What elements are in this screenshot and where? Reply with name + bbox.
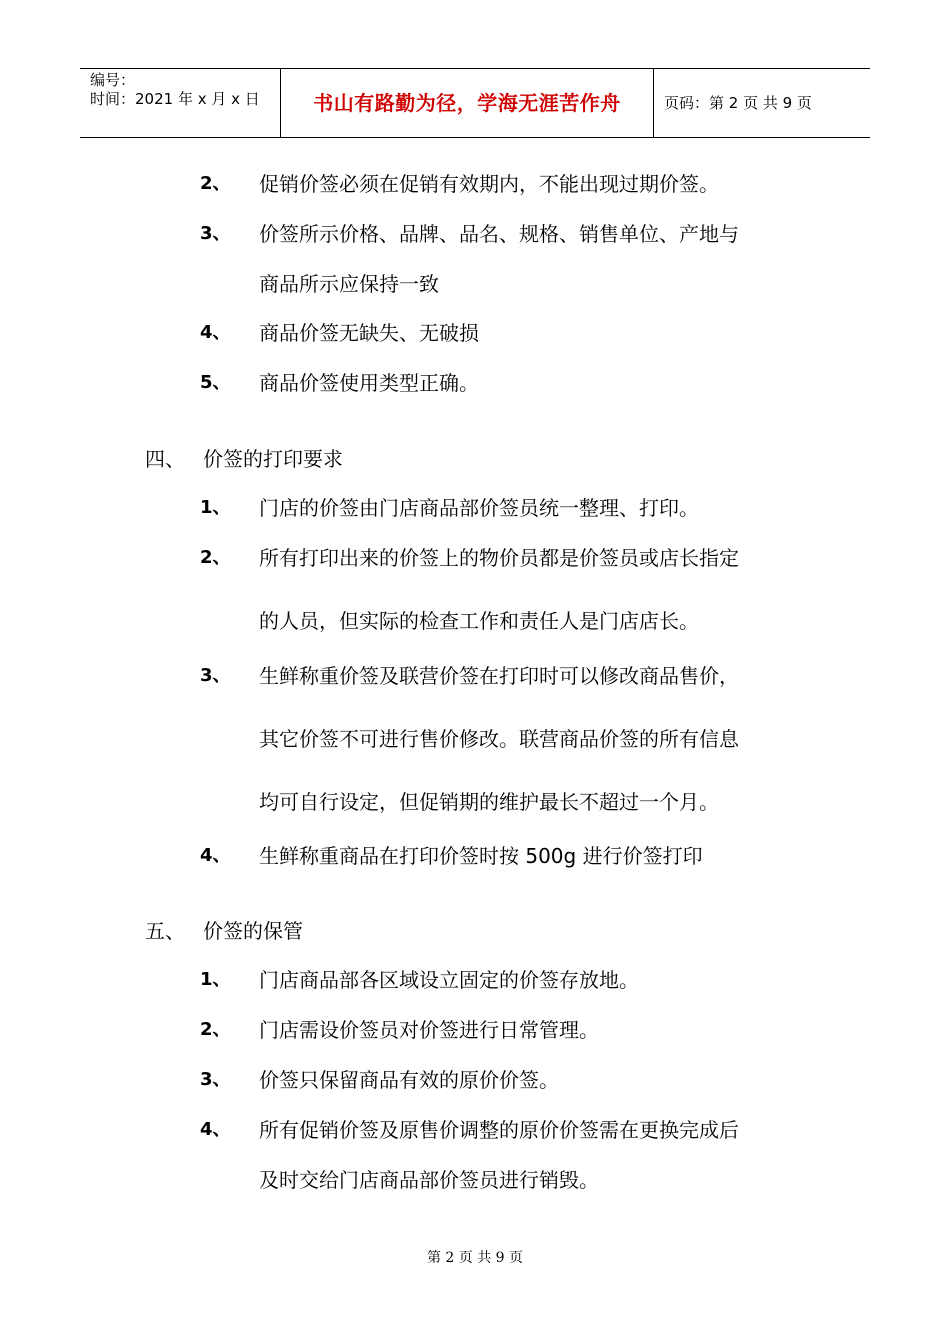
item-text: 所有促销价签及原售价调整的原价价签需在更换完成后 — [259, 1118, 739, 1142]
header-motto-cell — [281, 69, 654, 137]
item-text: 价签只保留商品有效的原价价签。 — [259, 1068, 559, 1092]
item-text: 门店需设价签员对价签进行日常管理。 — [259, 1018, 599, 1042]
date-label: 时间：2021 年 x 月 x 日 — [90, 90, 260, 108]
section-title: 价签的保管 — [203, 919, 303, 943]
item-number: 4、 — [200, 322, 231, 343]
document-header — [80, 68, 870, 138]
item-number: 4、 — [200, 845, 231, 866]
item-number: 2、 — [200, 1019, 231, 1040]
item-number: 1、 — [200, 497, 231, 518]
section-title: 价签的打印要求 — [203, 447, 343, 471]
item-text-continuation: 其它价签不可进行售价修改。联营商品价签的所有信息 — [259, 727, 739, 751]
item-text: 促销价签必须在促销有效期内，不能出现过期价签。 — [259, 172, 719, 196]
item-text-continuation: 及时交给门店商品部价签员进行销毁。 — [259, 1168, 599, 1192]
item-number: 2、 — [200, 547, 231, 568]
item-text: 所有打印出来的价签上的物价员都是价签员或店长指定 — [259, 546, 739, 570]
header-info-cell — [80, 69, 281, 137]
page-label: 页码：第 2 页 共 9 页 — [664, 94, 812, 112]
item-text: 生鲜称重价签及联营价签在打印时可以修改商品售价， — [259, 664, 739, 688]
number-label: 编号： — [90, 71, 136, 89]
section-number: 五、 — [145, 919, 185, 943]
section-number: 四、 — [145, 447, 185, 471]
item-text: 生鲜称重商品在打印价签时按 500g 进行价签打印 — [259, 844, 703, 868]
item-number: 3、 — [200, 665, 231, 686]
header-page-cell — [654, 69, 870, 137]
item-number: 5、 — [200, 372, 231, 393]
item-text-continuation: 商品所示应保持一致 — [259, 272, 439, 296]
item-text: 门店商品部各区域设立固定的价签存放地。 — [259, 968, 639, 992]
section-heading — [145, 446, 343, 472]
item-number: 1、 — [200, 969, 231, 990]
item-text: 价签所示价格、品牌、品名、规格、销售单位、产地与 — [259, 222, 739, 246]
item-number: 4、 — [200, 1119, 231, 1140]
motto-text: 书山有路勤为径，学海无涯苦作舟 — [313, 91, 621, 115]
item-text: 商品价签使用类型正确。 — [259, 371, 479, 395]
item-text-continuation: 的人员，但实际的检查工作和责任人是门店店长。 — [259, 609, 699, 633]
item-number: 3、 — [200, 1069, 231, 1090]
page-footer: 第 2 页 共 9 页 — [426, 1250, 524, 1266]
section-heading — [145, 918, 303, 944]
item-number: 3、 — [200, 223, 231, 244]
item-number: 2、 — [200, 173, 231, 194]
item-text-continuation: 均可自行设定，但促销期的维护最长不超过一个月。 — [259, 790, 719, 814]
item-text: 门店的价签由门店商品部价签员统一整理、打印。 — [259, 496, 699, 520]
item-text: 商品价签无缺失、无破损 — [259, 321, 479, 345]
